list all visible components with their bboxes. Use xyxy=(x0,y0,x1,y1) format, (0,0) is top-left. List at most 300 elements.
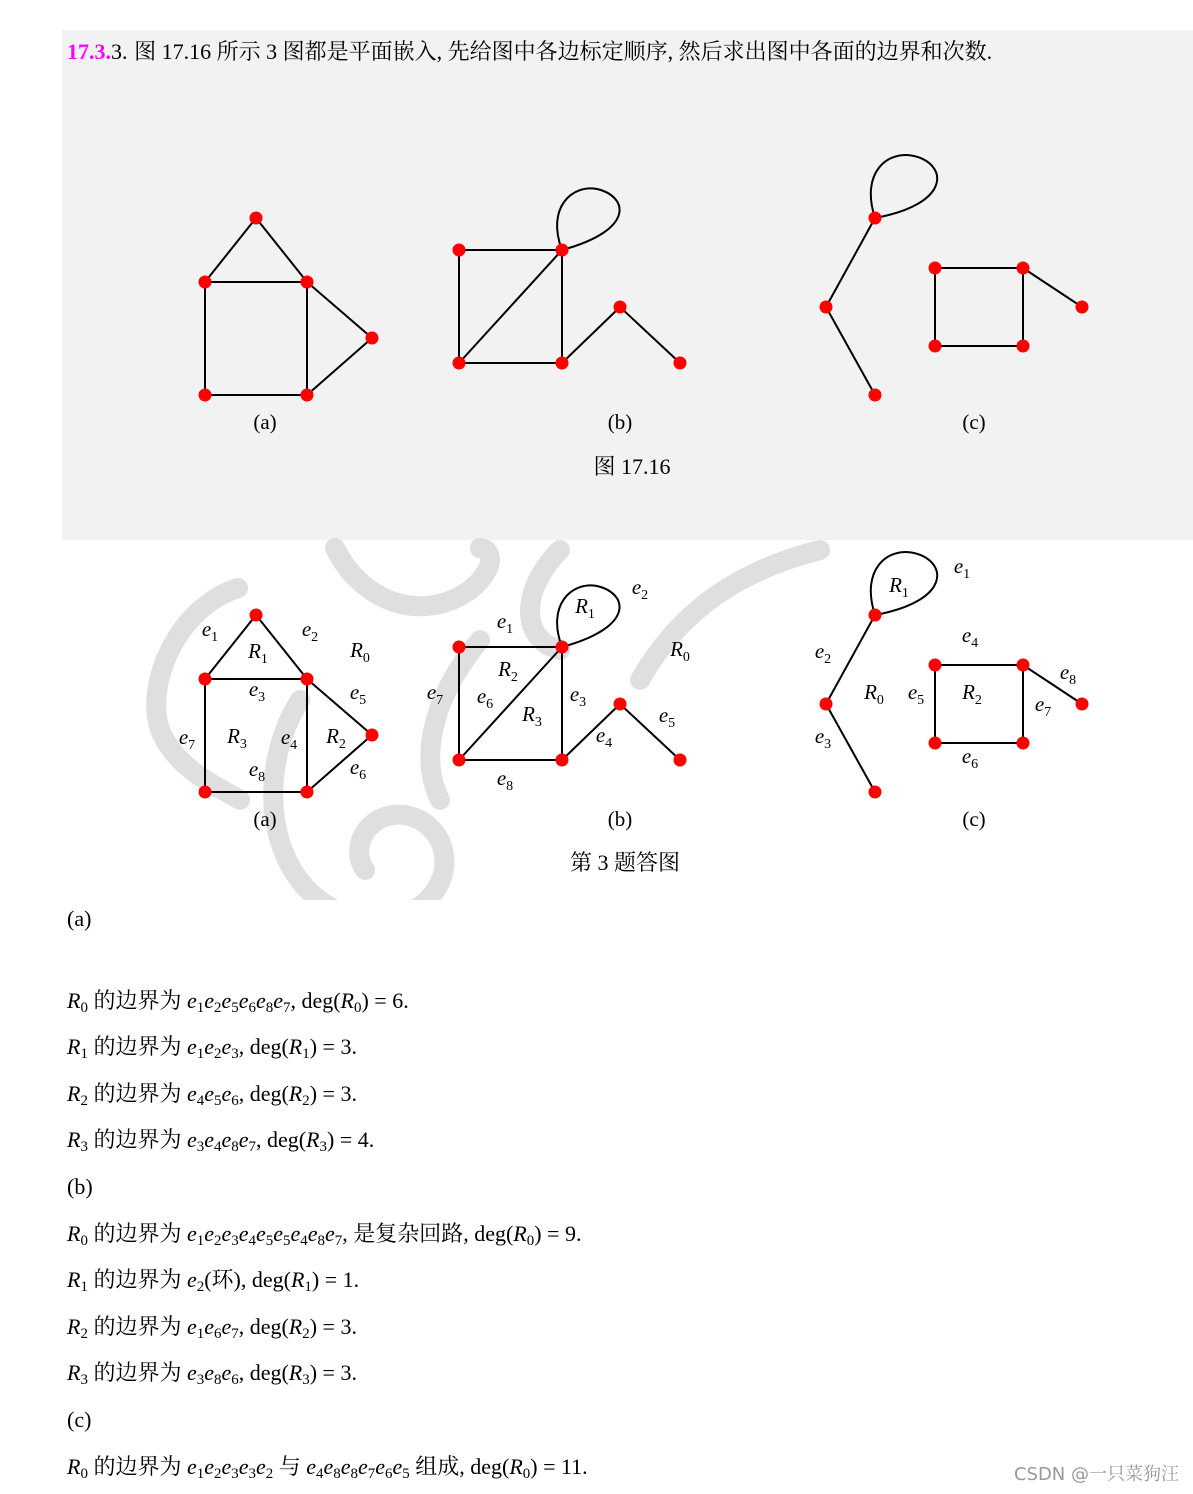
vertex xyxy=(366,729,379,742)
symbol-base: e xyxy=(426,680,437,704)
vertex xyxy=(250,609,263,622)
symbol-base: R xyxy=(248,639,261,663)
panel-label-a: (a) xyxy=(253,410,277,434)
math-variable: e xyxy=(221,1127,232,1153)
edge-label xyxy=(954,554,970,582)
symbol-subscript: 2 xyxy=(311,630,319,645)
symbol-base: e xyxy=(476,684,487,708)
math-variable: R xyxy=(340,987,354,1013)
face-label xyxy=(669,637,690,665)
math-variable: e xyxy=(357,1453,368,1479)
symbol-base: e xyxy=(496,766,507,790)
math-subscript: 5 xyxy=(265,1232,274,1249)
symbol-base: e xyxy=(814,639,825,663)
symbol-subscript: 6 xyxy=(359,768,367,783)
math-variable: e xyxy=(238,1220,249,1246)
symbol-subscript: 0 xyxy=(876,693,884,708)
math-subscript: 3 xyxy=(319,1139,327,1156)
math-subscript: 5 xyxy=(282,1232,291,1249)
math-subscript: 7 xyxy=(367,1465,376,1482)
edge xyxy=(307,282,372,338)
math-variable: R xyxy=(288,1360,303,1386)
edge-label xyxy=(962,744,978,772)
answer-graph-c xyxy=(820,552,1089,798)
symbol-base: R xyxy=(326,724,339,748)
symbol-base: e xyxy=(201,617,212,641)
math-subscript: 5 xyxy=(231,999,239,1016)
edge xyxy=(620,704,680,760)
symbol-base: e xyxy=(961,623,972,647)
symbol-base: R xyxy=(670,637,683,661)
symbol-subscript: 2 xyxy=(641,588,649,603)
edge-label xyxy=(249,757,265,785)
math-subscript: 1 xyxy=(302,1046,310,1063)
math-subscript: 0 xyxy=(80,1465,88,1482)
math-variable: e xyxy=(186,1034,197,1060)
symbol-subscript: 1 xyxy=(506,622,514,637)
symbol-subscript: 0 xyxy=(682,650,690,665)
question-figure xyxy=(199,155,1089,479)
face-boundary-line: $R_1$ 的边界为 $e_1e_2e_3$, $deg(R_1) = 3$. xyxy=(67,1034,357,1063)
edge-label xyxy=(1035,692,1051,720)
math-subscript: 1 xyxy=(80,1279,88,1296)
symbol-subscript: 7 xyxy=(188,738,196,753)
symbol-subscript: 1 xyxy=(587,607,595,622)
symbol-subscript: 2 xyxy=(824,652,832,667)
answer-text xyxy=(67,896,588,1490)
face-label xyxy=(961,680,982,708)
watermark-swirl xyxy=(156,588,240,800)
symbol-subscript: 4 xyxy=(290,738,298,753)
math-subscript: 7 xyxy=(248,1139,256,1156)
loop-edge xyxy=(557,188,619,250)
math-variable: R xyxy=(67,1313,81,1339)
figure-caption: 图 17.16 xyxy=(593,454,671,479)
math-subscript: 5 xyxy=(402,1465,410,1482)
math-variable: e xyxy=(221,1034,232,1060)
symbol-subscript: 5 xyxy=(668,716,676,731)
math-variable: e xyxy=(255,987,266,1013)
math-variable: e xyxy=(204,1360,214,1386)
symbol-subscript: 0 xyxy=(362,651,370,666)
vertex xyxy=(820,301,833,314)
vertex xyxy=(1017,659,1030,672)
symbol-subscript: 3 xyxy=(534,715,542,730)
math-variable: e xyxy=(340,1453,351,1479)
symbol-subscript: 1 xyxy=(260,652,268,667)
math-subscript: 1 xyxy=(196,1465,205,1482)
symbol-base: e xyxy=(595,723,606,747)
math-subscript: 3 xyxy=(248,1465,256,1482)
vertex xyxy=(674,754,687,767)
math-subscript: 2 xyxy=(265,1465,274,1482)
edge-label xyxy=(179,725,195,753)
math-subscript: 4 xyxy=(196,1093,205,1110)
edge xyxy=(826,704,875,792)
math-variable: e xyxy=(221,1360,232,1386)
math-subscript: 2 xyxy=(213,1465,222,1482)
symbol-base: e xyxy=(814,724,825,748)
symbol-base: e xyxy=(658,703,669,727)
problem-subnumber: 3. xyxy=(111,39,128,64)
face-boundary-line: $R_3$ 的边界为 $e_3e_4e_8e_7$, $deg(R_3) = 4$. xyxy=(67,1127,375,1156)
math-subscript: 0 xyxy=(526,1232,535,1249)
edge xyxy=(459,250,562,363)
answer-part-label: (c) xyxy=(67,1407,92,1433)
math-variable: e xyxy=(204,1127,214,1153)
edge-label xyxy=(659,703,675,731)
math-subscript: 3 xyxy=(196,1372,205,1389)
vertex xyxy=(453,641,466,654)
watermark-swirl xyxy=(430,640,480,800)
math-subscript: 6 xyxy=(231,1372,239,1389)
symbol-subscript: 5 xyxy=(359,693,367,708)
face-label xyxy=(497,657,518,685)
math-variable: e xyxy=(186,1453,197,1479)
math-subscript: 4 xyxy=(213,1139,222,1156)
symbol-subscript: 3 xyxy=(239,737,247,752)
symbol-subscript: 7 xyxy=(1044,705,1052,720)
vertex xyxy=(556,641,569,654)
symbol-base: e xyxy=(1059,660,1070,684)
symbol-base: e xyxy=(953,554,964,578)
vertex xyxy=(869,389,882,402)
panel-label-c: (c) xyxy=(962,807,986,831)
math-variable: e xyxy=(186,1220,197,1246)
face-boundary-line: $R_2$ 的边界为 $e_1e_6e_7$, $deg(R_2) = 3$. xyxy=(67,1313,357,1343)
vertex xyxy=(1076,698,1089,711)
math-variable: e xyxy=(186,1080,197,1106)
math-subscript: 7 xyxy=(231,1326,239,1343)
vertex xyxy=(869,212,882,225)
symbol-subscript: 2 xyxy=(510,670,518,685)
vertex xyxy=(301,673,314,686)
vertex xyxy=(366,332,379,345)
math-variable: e xyxy=(221,1080,232,1106)
face-label xyxy=(863,680,884,708)
math-subscript: 8 xyxy=(231,1139,239,1156)
symbol-base: R xyxy=(498,657,511,681)
vertex xyxy=(301,786,314,799)
problem-number: 17.3. xyxy=(67,39,111,64)
math-subscript: 0 xyxy=(80,1232,88,1249)
face-label xyxy=(888,573,909,601)
math-subscript: 7 xyxy=(334,1232,343,1249)
math-variable: e xyxy=(290,1220,301,1246)
vertex xyxy=(199,276,212,289)
symbol-base: e xyxy=(961,744,972,768)
edge-label xyxy=(350,755,366,783)
site-watermark: CSDN @一只菜狗汪 xyxy=(1013,1464,1179,1485)
math-variable: e xyxy=(323,1453,334,1479)
answer-labels xyxy=(179,554,1076,794)
symbol-base: e xyxy=(248,757,259,781)
symbol-base: e xyxy=(907,680,918,704)
math-subscript: 3 xyxy=(196,1139,205,1156)
edge xyxy=(256,218,307,282)
math-subscript: 6 xyxy=(213,1326,222,1343)
edge-label xyxy=(815,724,831,752)
math-variable: R xyxy=(513,1220,527,1246)
watermark-swirl xyxy=(640,550,820,680)
math-subscript: 4 xyxy=(300,1232,308,1249)
edge-label xyxy=(477,684,493,712)
edge-label xyxy=(962,623,978,651)
edge xyxy=(826,218,875,307)
edge-label xyxy=(1060,660,1076,688)
edge xyxy=(562,704,620,760)
math-subscript: 4 xyxy=(315,1465,324,1482)
math-subscript: 1 xyxy=(196,999,205,1016)
math-variable: R xyxy=(67,987,81,1013)
math-variable: e xyxy=(204,1220,214,1246)
symbol-base: R xyxy=(575,594,588,618)
edge-label xyxy=(202,617,218,645)
math-variable: e xyxy=(204,987,214,1013)
math-variable: R xyxy=(67,1360,81,1386)
math-variable: e xyxy=(273,987,283,1013)
math-variable: e xyxy=(186,1267,197,1293)
math-variable: R xyxy=(306,1127,320,1153)
math-variable: R xyxy=(67,1453,81,1479)
math-subscript: 7 xyxy=(282,999,291,1016)
face-label xyxy=(325,724,346,752)
math-variable: R xyxy=(290,1267,305,1293)
symbol-base: e xyxy=(349,755,360,779)
face-label xyxy=(226,724,247,752)
vertex xyxy=(869,786,882,799)
symbol-subscript: 3 xyxy=(579,695,587,710)
math-subscript: 2 xyxy=(80,1093,88,1110)
math-subscript: 3 xyxy=(80,1372,88,1389)
math-subscript: 2 xyxy=(196,1279,205,1296)
symbol-subscript: 3 xyxy=(824,737,832,752)
vertex xyxy=(929,262,942,275)
question-graph-b xyxy=(453,188,687,369)
math-subscript: 2 xyxy=(213,999,222,1016)
vertex xyxy=(929,340,942,353)
math-variable: R xyxy=(288,1080,303,1106)
question-graph-c xyxy=(820,155,1089,401)
math-variable: e xyxy=(186,1313,197,1339)
face-boundary-line: $R_0$ 的边界为 $e_1e_2e_3e_3e_2$ 与 $e_4e_8e_8e_7e_6e_5$ 组成, $deg(R_0) = 11$. xyxy=(67,1453,588,1482)
edge-label xyxy=(570,682,586,710)
face-boundary-line: $R_3$ 的边界为 $e_3e_8e_6$, $deg(R_3) = 3$. xyxy=(67,1360,357,1389)
answer-part-label: (b) xyxy=(67,1174,93,1200)
edge xyxy=(620,307,680,363)
math-variable: e xyxy=(324,1220,335,1246)
math-variable: e xyxy=(255,1453,266,1479)
math-subscript: 6 xyxy=(384,1465,393,1482)
math-variable: e xyxy=(307,1220,318,1246)
face-label xyxy=(521,702,542,730)
symbol-subscript: 3 xyxy=(258,690,266,705)
math-subscript: 8 xyxy=(317,1232,325,1249)
symbol-subscript: 8 xyxy=(258,770,266,785)
edge xyxy=(826,307,875,395)
edge-label xyxy=(249,677,265,705)
symbol-base: R xyxy=(522,702,535,726)
math-subscript: 0 xyxy=(354,999,362,1016)
answer-part-label: (a) xyxy=(67,906,92,931)
symbol-base: e xyxy=(280,725,291,749)
symbol-base: e xyxy=(569,682,580,706)
vertex xyxy=(301,276,314,289)
symbol-subscript: 5 xyxy=(917,693,925,708)
math-variable: R xyxy=(67,1220,81,1246)
math-variable: R xyxy=(67,1034,81,1060)
math-subscript: 2 xyxy=(80,1326,88,1343)
math-variable: R xyxy=(288,1313,303,1339)
edge xyxy=(307,338,372,395)
symbol-base: e xyxy=(248,677,259,701)
vertex xyxy=(556,244,569,257)
vertex xyxy=(453,754,466,767)
vertex xyxy=(614,698,627,711)
loop-edge xyxy=(871,552,937,615)
math-variable: e xyxy=(204,1453,214,1479)
math-subscript: 1 xyxy=(196,1232,205,1249)
symbol-subscript: 2 xyxy=(974,693,982,708)
edge xyxy=(256,615,307,679)
symbol-subscript: 8 xyxy=(1069,673,1077,688)
face-boundary-line: $R_0$ 的边界为 $e_1e_2e_5e_6e_8e_7$, $deg(R_0) = 6$. xyxy=(67,987,409,1016)
vertex xyxy=(1076,301,1089,314)
math-subscript: 4 xyxy=(248,1232,256,1249)
math-subscript: 8 xyxy=(350,1465,358,1482)
symbol-base: R xyxy=(864,680,877,704)
math-subscript: 1 xyxy=(196,1326,205,1343)
math-subscript: 0 xyxy=(522,1465,531,1482)
math-variable: e xyxy=(375,1453,385,1479)
math-subscript: 3 xyxy=(80,1139,88,1156)
math-variable: e xyxy=(204,1313,214,1339)
symbol-base: e xyxy=(301,617,312,641)
math-subscript: 2 xyxy=(302,1093,310,1110)
edge-label xyxy=(497,609,513,637)
face-boundary-line: $R_0$ 的边界为 $e_1e_2e_3e_4e_5e_5e_4e_8e_7$, 是复杂回路, $deg(R_0) = 9$. xyxy=(67,1220,582,1249)
face-label xyxy=(574,594,595,622)
symbol-base: e xyxy=(1034,692,1045,716)
math-subscript: 1 xyxy=(304,1279,312,1296)
symbol-subscript: 2 xyxy=(338,737,346,752)
symbol-base: R xyxy=(227,724,240,748)
vertex xyxy=(674,357,687,370)
edge-label xyxy=(815,639,831,667)
vertex xyxy=(453,244,466,257)
background-watermark xyxy=(156,548,820,900)
math-subscript: 0 xyxy=(80,999,88,1016)
math-variable: R xyxy=(67,1267,81,1293)
question-graphs xyxy=(199,155,1089,401)
vertex xyxy=(869,609,882,622)
vertex xyxy=(199,786,212,799)
math-variable: e xyxy=(186,1360,197,1386)
edge xyxy=(562,307,620,363)
math-variable: e xyxy=(238,987,249,1013)
vertex xyxy=(929,737,942,750)
vertex xyxy=(1017,737,1030,750)
math-variable: e xyxy=(186,987,197,1013)
math-variable: R xyxy=(67,1127,81,1153)
loop-edge xyxy=(871,155,937,218)
symbol-subscript: 6 xyxy=(971,757,979,772)
symbol-subscript: 4 xyxy=(605,736,613,751)
vertex xyxy=(1017,262,1030,275)
edge-label xyxy=(497,766,513,794)
edge-label xyxy=(302,617,318,645)
edge xyxy=(205,218,256,282)
vertex xyxy=(820,698,833,711)
math-variable: e xyxy=(204,1034,214,1060)
vertex xyxy=(929,659,942,672)
symbol-subscript: 7 xyxy=(436,693,444,708)
math-subscript: 1 xyxy=(80,1046,88,1063)
watermark-swirl xyxy=(530,550,560,650)
face-boundary-line: $R_2$ 的边界为 $e_4e_5e_6$, $deg(R_2) = 3$. xyxy=(67,1080,357,1110)
panel-label-b: (b) xyxy=(607,807,633,831)
math-variable: e xyxy=(238,1453,249,1479)
math-subscript: 8 xyxy=(333,1465,341,1482)
panel-label-c: (c) xyxy=(962,410,986,434)
math-variable: e xyxy=(392,1453,403,1479)
edge-label xyxy=(632,575,648,603)
figure-caption: 第 3 题答图 xyxy=(569,850,681,875)
symbol-base: e xyxy=(178,725,189,749)
face-label xyxy=(247,639,268,667)
watermark-swirl xyxy=(335,548,490,606)
math-variable: e xyxy=(204,1080,214,1106)
math-variable: e xyxy=(306,1453,316,1479)
math-subscript: 5 xyxy=(213,1093,222,1110)
symbol-subscript: 1 xyxy=(963,567,971,582)
vertex xyxy=(556,357,569,370)
watermark-swirl xyxy=(273,700,444,900)
math-subscript: 6 xyxy=(248,999,256,1016)
face-label xyxy=(349,638,370,666)
symbol-subscript: 1 xyxy=(211,630,219,645)
math-variable: e xyxy=(238,1127,249,1153)
symbol-base: e xyxy=(496,609,507,633)
edge-label xyxy=(350,680,366,708)
symbol-base: R xyxy=(962,680,975,704)
math-subscript: 8 xyxy=(265,999,274,1016)
math-variable: e xyxy=(273,1220,283,1246)
math-variable: e xyxy=(255,1220,266,1246)
panel-label-a: (a) xyxy=(253,807,277,831)
vertex xyxy=(453,357,466,370)
math-subscript: 2 xyxy=(213,1046,222,1063)
edge-label xyxy=(596,723,612,751)
symbol-base: e xyxy=(349,680,360,704)
vertex xyxy=(199,389,212,402)
math-variable: e xyxy=(221,1313,232,1339)
panel-label-b: (b) xyxy=(607,410,633,434)
symbol-base: R xyxy=(889,573,902,597)
question-graph-a xyxy=(199,212,379,402)
symbol-subscript: 4 xyxy=(971,636,979,651)
math-variable: e xyxy=(186,1127,197,1153)
math-subscript: 6 xyxy=(231,1093,239,1110)
vertex xyxy=(301,389,314,402)
math-subscript: 3 xyxy=(302,1372,310,1389)
symbol-base: e xyxy=(631,575,642,599)
symbol-base: R xyxy=(350,638,363,662)
math-subscript: 3 xyxy=(231,1232,239,1249)
symbol-subscript: 8 xyxy=(506,779,514,794)
math-subscript: 3 xyxy=(231,1046,239,1063)
math-variable: R xyxy=(288,1034,303,1060)
